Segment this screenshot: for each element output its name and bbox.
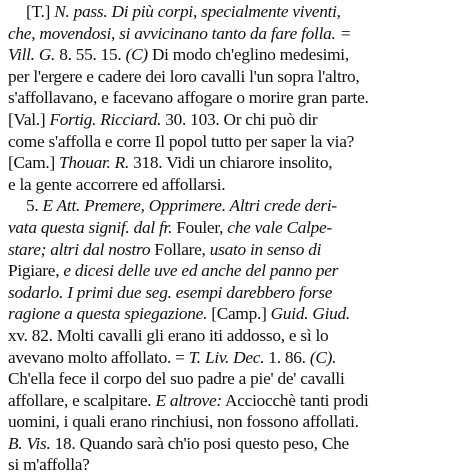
text-line — [8, 1, 462, 23]
text-segment: 30. 103. Or chi può dir — [161, 109, 318, 129]
text-segment: [Camp.] — [207, 304, 271, 324]
text-segment: 18. Quando sarà ch'io posi questo peso, Che — [50, 433, 349, 453]
text-segment: Di modo ch'eglino medesimi, — [147, 45, 349, 65]
italic-text-segment: Guid. Giud. — [270, 304, 350, 324]
text-segment: uomini, i quali erano rinchiusi, non fossono affollati. — [8, 412, 359, 432]
text-line — [8, 217, 462, 239]
dictionary-entry-text — [8, 1, 462, 476]
text-segment: Fouler, — [172, 217, 228, 237]
text-segment: come s'affolla e corre Il popol tutto per saper la via? — [8, 131, 355, 151]
text-line — [8, 433, 462, 455]
italic-text-segment: che vale Calpe- — [227, 217, 332, 237]
text-segment: [Val.] — [8, 109, 50, 129]
text-segment: e la gente accorrere ed affollarsi. — [8, 174, 226, 194]
text-line — [8, 44, 462, 66]
italic-text-segment: (C). — [309, 347, 337, 367]
text-line — [8, 195, 462, 217]
text-line — [8, 347, 462, 369]
text-line — [8, 239, 462, 261]
text-line — [8, 87, 462, 109]
italic-text-segment: sodarlo. I primi due seg. esempi darebbero forse — [8, 282, 333, 302]
text-segment: [T.] — [26, 2, 55, 21]
italic-text-segment: Thouar. R. — [59, 153, 130, 173]
text-segment: 318. Vidi un chiarore insolito, — [129, 153, 333, 173]
text-segment: xv. 82. Molti cavalli gli erano iti addosso, e sì lo — [8, 325, 329, 345]
italic-text-segment: vata questa signif. dal fr. — [8, 217, 173, 237]
italic-text-segment: T. Liv. Dec. — [188, 347, 265, 367]
text-segment: 1. 86. — [264, 347, 310, 367]
text-segment: affollare, e scalpitare. — [8, 390, 156, 410]
italic-text-segment: E altrove: — [155, 390, 222, 410]
text-segment: 5. — [26, 196, 43, 216]
italic-text-segment: stare; altri dal nostro — [8, 239, 151, 259]
text-line — [8, 109, 462, 131]
text-segment: Follare, — [150, 239, 210, 259]
italic-text-segment: ragione a questa spiegazione. — [8, 304, 208, 324]
text-line — [8, 282, 462, 304]
italic-text-segment: e dicesi delle uve ed anche del panno per — [63, 261, 339, 281]
text-line — [8, 411, 462, 433]
text-line — [8, 23, 462, 45]
italic-text-segment: N. pass. Di più corpi, specialmente viventi, — [54, 2, 341, 21]
text-line — [8, 390, 462, 412]
text-segment: [Cam.] — [8, 153, 60, 173]
text-line — [8, 368, 462, 390]
text-line — [8, 454, 462, 476]
italic-text-segment: che, movendosi, si avvicinano tanto da fare folla. = — [8, 23, 352, 43]
text-segment: Acciocchè tanti prodi — [221, 390, 369, 410]
text-segment: Pigiare, — [8, 261, 64, 281]
text-line — [8, 131, 462, 153]
text-segment: si m'affolla? — [8, 455, 90, 475]
text-segment: avevano molto affollato. = — [8, 347, 189, 367]
text-segment: Ch'ella fece il corpo del suo padre a pie' de' cavalli — [8, 369, 345, 389]
text-segment: 8. 55. 15. — [55, 45, 126, 65]
italic-text-segment: E Att. Premere, Opprimere. Altri crede deri- — [42, 196, 337, 216]
text-segment: per l'ergere e cadere dei loro cavalli l'un sopra l'altro, — [8, 66, 360, 86]
italic-text-segment: usato in senso di — [209, 239, 322, 259]
italic-text-segment: B. Vis. — [8, 433, 51, 453]
text-segment: s'affollavano, e facevano affogare o morire gran parte. — [8, 88, 369, 108]
italic-text-segment: Fortig. Ricciard. — [49, 109, 162, 129]
text-line — [8, 152, 462, 174]
text-line — [8, 174, 462, 196]
text-line — [8, 260, 462, 282]
text-line — [8, 303, 462, 325]
text-line — [8, 66, 462, 88]
italic-text-segment: (C) — [125, 45, 148, 65]
text-line — [8, 325, 462, 347]
italic-text-segment: Vill. G. — [8, 45, 56, 65]
